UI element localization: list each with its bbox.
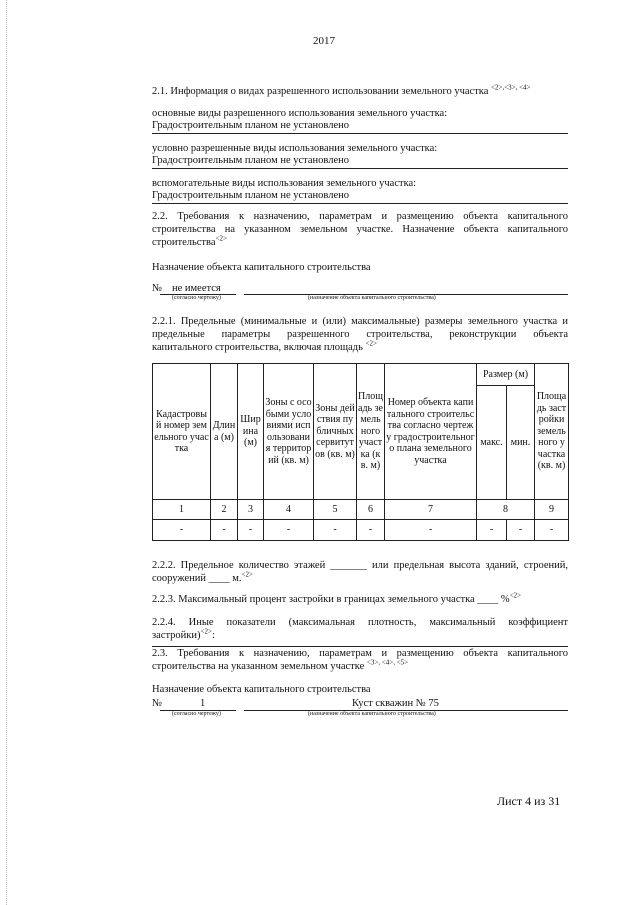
header-size-min: мин. — [507, 386, 535, 500]
header-size: Размер (м) — [477, 364, 535, 386]
col-number: 9 — [535, 500, 569, 520]
section-2-2-line1: 2.2. Требования к назначению, параметрам и размещению объекта капитального — [152, 211, 568, 222]
col-number: 5 — [314, 500, 357, 520]
col-number: 8 — [477, 500, 535, 520]
main-uses-underline — [152, 133, 568, 134]
table-cell: - — [385, 520, 477, 541]
col-number: 6 — [357, 500, 385, 520]
caption-purpose: (назначение объекта капитального строительства) — [308, 295, 436, 301]
header-land-area: Площадь земельного участка (кв. м) — [357, 364, 385, 500]
col-number: 1 — [153, 500, 211, 520]
section-2-2-line2: строительства на указанном земельном участке. Назначение объекта капитального — [152, 224, 568, 235]
table-cell: - — [477, 520, 507, 541]
purpose-value-2: Куст скважин № 75 — [352, 698, 439, 709]
header-width: Ширина (м) — [238, 364, 264, 500]
number-value-2: 1 — [200, 698, 206, 709]
table-cell: - — [264, 520, 314, 541]
auxiliary-uses-underline — [152, 203, 568, 204]
conditional-uses-label: условно разрешенные виды использования земельного участка: — [152, 143, 438, 154]
section-2-2-line3: строительства$^{<2>}$ — [152, 234, 227, 248]
header-zones-easement: Зоны действия публичных сервитутов (кв. м) — [314, 364, 357, 500]
caption-per-drawing: (согласно чертежу) — [172, 295, 221, 301]
table-cell: - — [507, 520, 535, 541]
header-cadastral: Кадастровый номер земельного участка — [153, 364, 211, 500]
number-label: № — [152, 283, 163, 294]
section-2-2-4-line1: 2.2.4. Иные показатели (максимальная плотность, максимальный коэффициент — [152, 617, 568, 628]
section-2-2-1-line1: 2.2.1. Предельные (минимальные и (или) максимальные) размеры земельного участка и — [152, 316, 568, 327]
number-label-2: № — [152, 698, 163, 709]
table-cell: - — [535, 520, 569, 541]
section-2-2-3: 2.2.3. Максимальный процент застройки в границах земельного участка ____ %$^{<2>}$ — [152, 591, 522, 605]
col-number: 2 — [211, 500, 238, 520]
other-indicators-underline — [152, 646, 568, 647]
section-2-3-line1: 2.3. Требования к назначению, параметрам и размещению объекта капитального — [152, 648, 568, 659]
col-number: 4 — [264, 500, 314, 520]
caption-per-drawing-2: (согласно чертежу) — [172, 711, 221, 717]
header-object-number: Номер объекта капитального строительства согласно чертежу градостроительного плана земельного участка — [385, 364, 477, 500]
table-cell: - — [211, 520, 238, 541]
number-value: не имеется — [172, 283, 221, 294]
section-2-2-1-line3: капитального строительства, включая площадь $^{<2>}$ — [152, 339, 377, 353]
purpose-label-2: Назначение объекта капитального строительства — [152, 684, 371, 695]
table-cell: - — [238, 520, 264, 541]
table-cell: - — [314, 520, 357, 541]
header-size-max: макс. — [477, 386, 507, 500]
main-uses-label: основные виды разрешенного использования земельного участка: — [152, 108, 448, 119]
conditional-uses-underline — [152, 168, 568, 169]
section-2-2-2-line2: сооружений ____ м.$^{<2>}$ — [152, 570, 253, 584]
section-2-3-line2: строительства на указанном земельном участке $^{<3>, <4>, <5>}$ — [152, 658, 409, 672]
purpose-label: Назначение объекта капитального строительства — [152, 262, 371, 273]
scan-edge — [6, 0, 7, 905]
header-zones-special: Зоны с особыми условиями использования территорий (кв. м) — [264, 364, 314, 500]
section-2-2-4-line2: застройки)$^{<2>}$: — [152, 627, 215, 641]
sheet-number: Лист 4 из 31 — [497, 794, 561, 808]
conditional-uses-value: Градостроительным планом не установлено — [152, 155, 349, 166]
table-cell: - — [153, 520, 211, 541]
table-cell: - — [357, 520, 385, 541]
main-uses-value: Градостроительным планом не установлено — [152, 120, 349, 131]
header-build-area: Площадь застройки земельного участка (кв. м) — [535, 364, 569, 500]
header-length: Длина (м) — [211, 364, 238, 500]
parameters-table — [152, 363, 569, 541]
section-2-1-title: 2.1. Информация о видах разрешенного использовании земельного участка $^{<2>,<3>, <4>}$ — [152, 83, 531, 97]
auxiliary-uses-value: Градостроительным планом не установлено — [152, 190, 349, 201]
caption-purpose-2: (назначение объекта капитального строительства) — [308, 711, 436, 717]
auxiliary-uses-label: вспомогательные виды использования земельного участка: — [152, 178, 417, 189]
col-number: 3 — [238, 500, 264, 520]
section-2-2-2-line1: 2.2.2. Предельное количество этажей _______ или предельная высота зданий, строений, — [152, 560, 568, 571]
col-number: 7 — [385, 500, 477, 520]
page-year: 2017 — [313, 35, 335, 47]
section-2-2-1-line2: предельные параметры разрешенного строительства, реконструкции объекта — [152, 329, 568, 340]
